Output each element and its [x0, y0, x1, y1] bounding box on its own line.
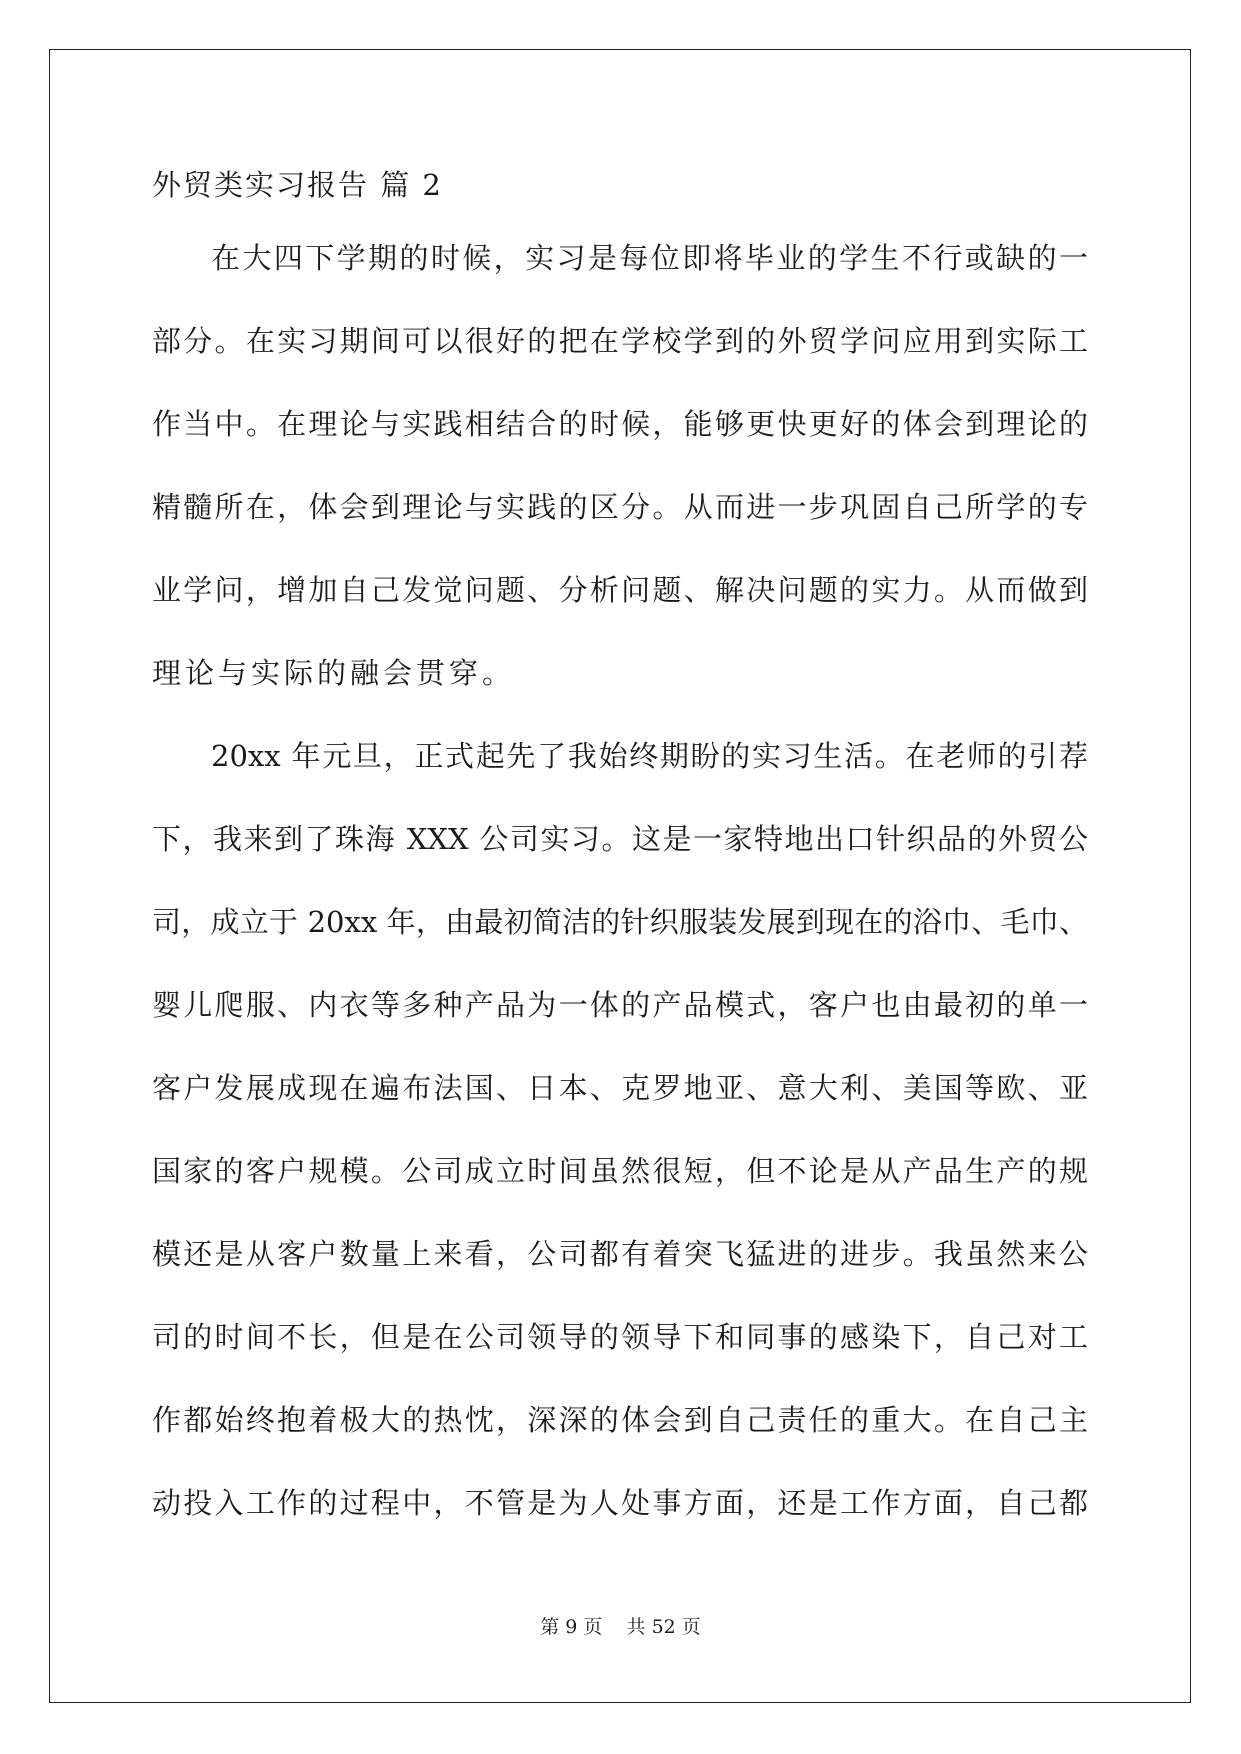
- paragraph-line: 婴儿爬服、内衣等多种产品为一体的产品模式，客户也由最初的单一: [152, 988, 1088, 1022]
- paragraph-line: 司，成立于 20xx 年，由最初简洁的针织服装发展到现在的浴巾、毛巾、: [152, 905, 1088, 939]
- paragraph-line: 模还是从客户数量上来看，公司都有着突飞猛进的进步。我虽然来公: [152, 1237, 1088, 1271]
- paragraph-line: 作当中。在理论与实践相结合的时候，能够更快更好的体会到理论的: [152, 407, 1088, 441]
- document-title: 外贸类实习报告 篇 2: [152, 168, 443, 202]
- paragraph-line: 精髓所在，体会到理论与实践的区分。从而进一步巩固自己所学的专: [152, 490, 1088, 524]
- paragraph-line: 动投入工作的过程中，不管是为人处事方面，还是工作方面，自己都: [152, 1486, 1088, 1520]
- paragraph-line: 作都始终抱着极大的热忱，深深的体会到自己责任的重大。在自己主: [152, 1403, 1088, 1437]
- paragraph-line: 业学问，增加自己发觉问题、分析问题、解决问题的实力。从而做到: [152, 573, 1088, 607]
- page-number-footer: 第 9 页 共 52 页: [540, 1616, 701, 1638]
- paragraph-1: [152, 241, 1088, 690]
- paragraph-line: 国家的客户规模。公司成立时间虽然很短，但不论是从产品生产的规: [152, 1154, 1088, 1188]
- paragraph-line: 司的时间不长，但是在公司领导的领导下和同事的感染下，自己对工: [152, 1320, 1088, 1354]
- paragraph-line: 20xx 年元旦，正式起先了我始终期盼的实习生活。在老师的引荐: [211, 739, 1088, 773]
- paragraph-line: 在大四下学期的时候，实习是每位即将毕业的学生不行或缺的一: [211, 241, 1088, 275]
- paragraph-line: 理论与实际的融会贯穿。: [152, 656, 516, 690]
- paragraph-line: 部分。在实习期间可以很好的把在学校学到的外贸学问应用到实际工: [152, 324, 1088, 358]
- paragraph-2: [152, 739, 1088, 1520]
- document-body: [152, 168, 1088, 1569]
- paragraph-line: 下，我来到了珠海 XXX 公司实习。这是一家特地出口针织品的外贸公: [152, 822, 1088, 856]
- paragraph-line: 客户发展成现在遍布法国、日本、克罗地亚、意大利、美国等欧、亚: [152, 1071, 1088, 1105]
